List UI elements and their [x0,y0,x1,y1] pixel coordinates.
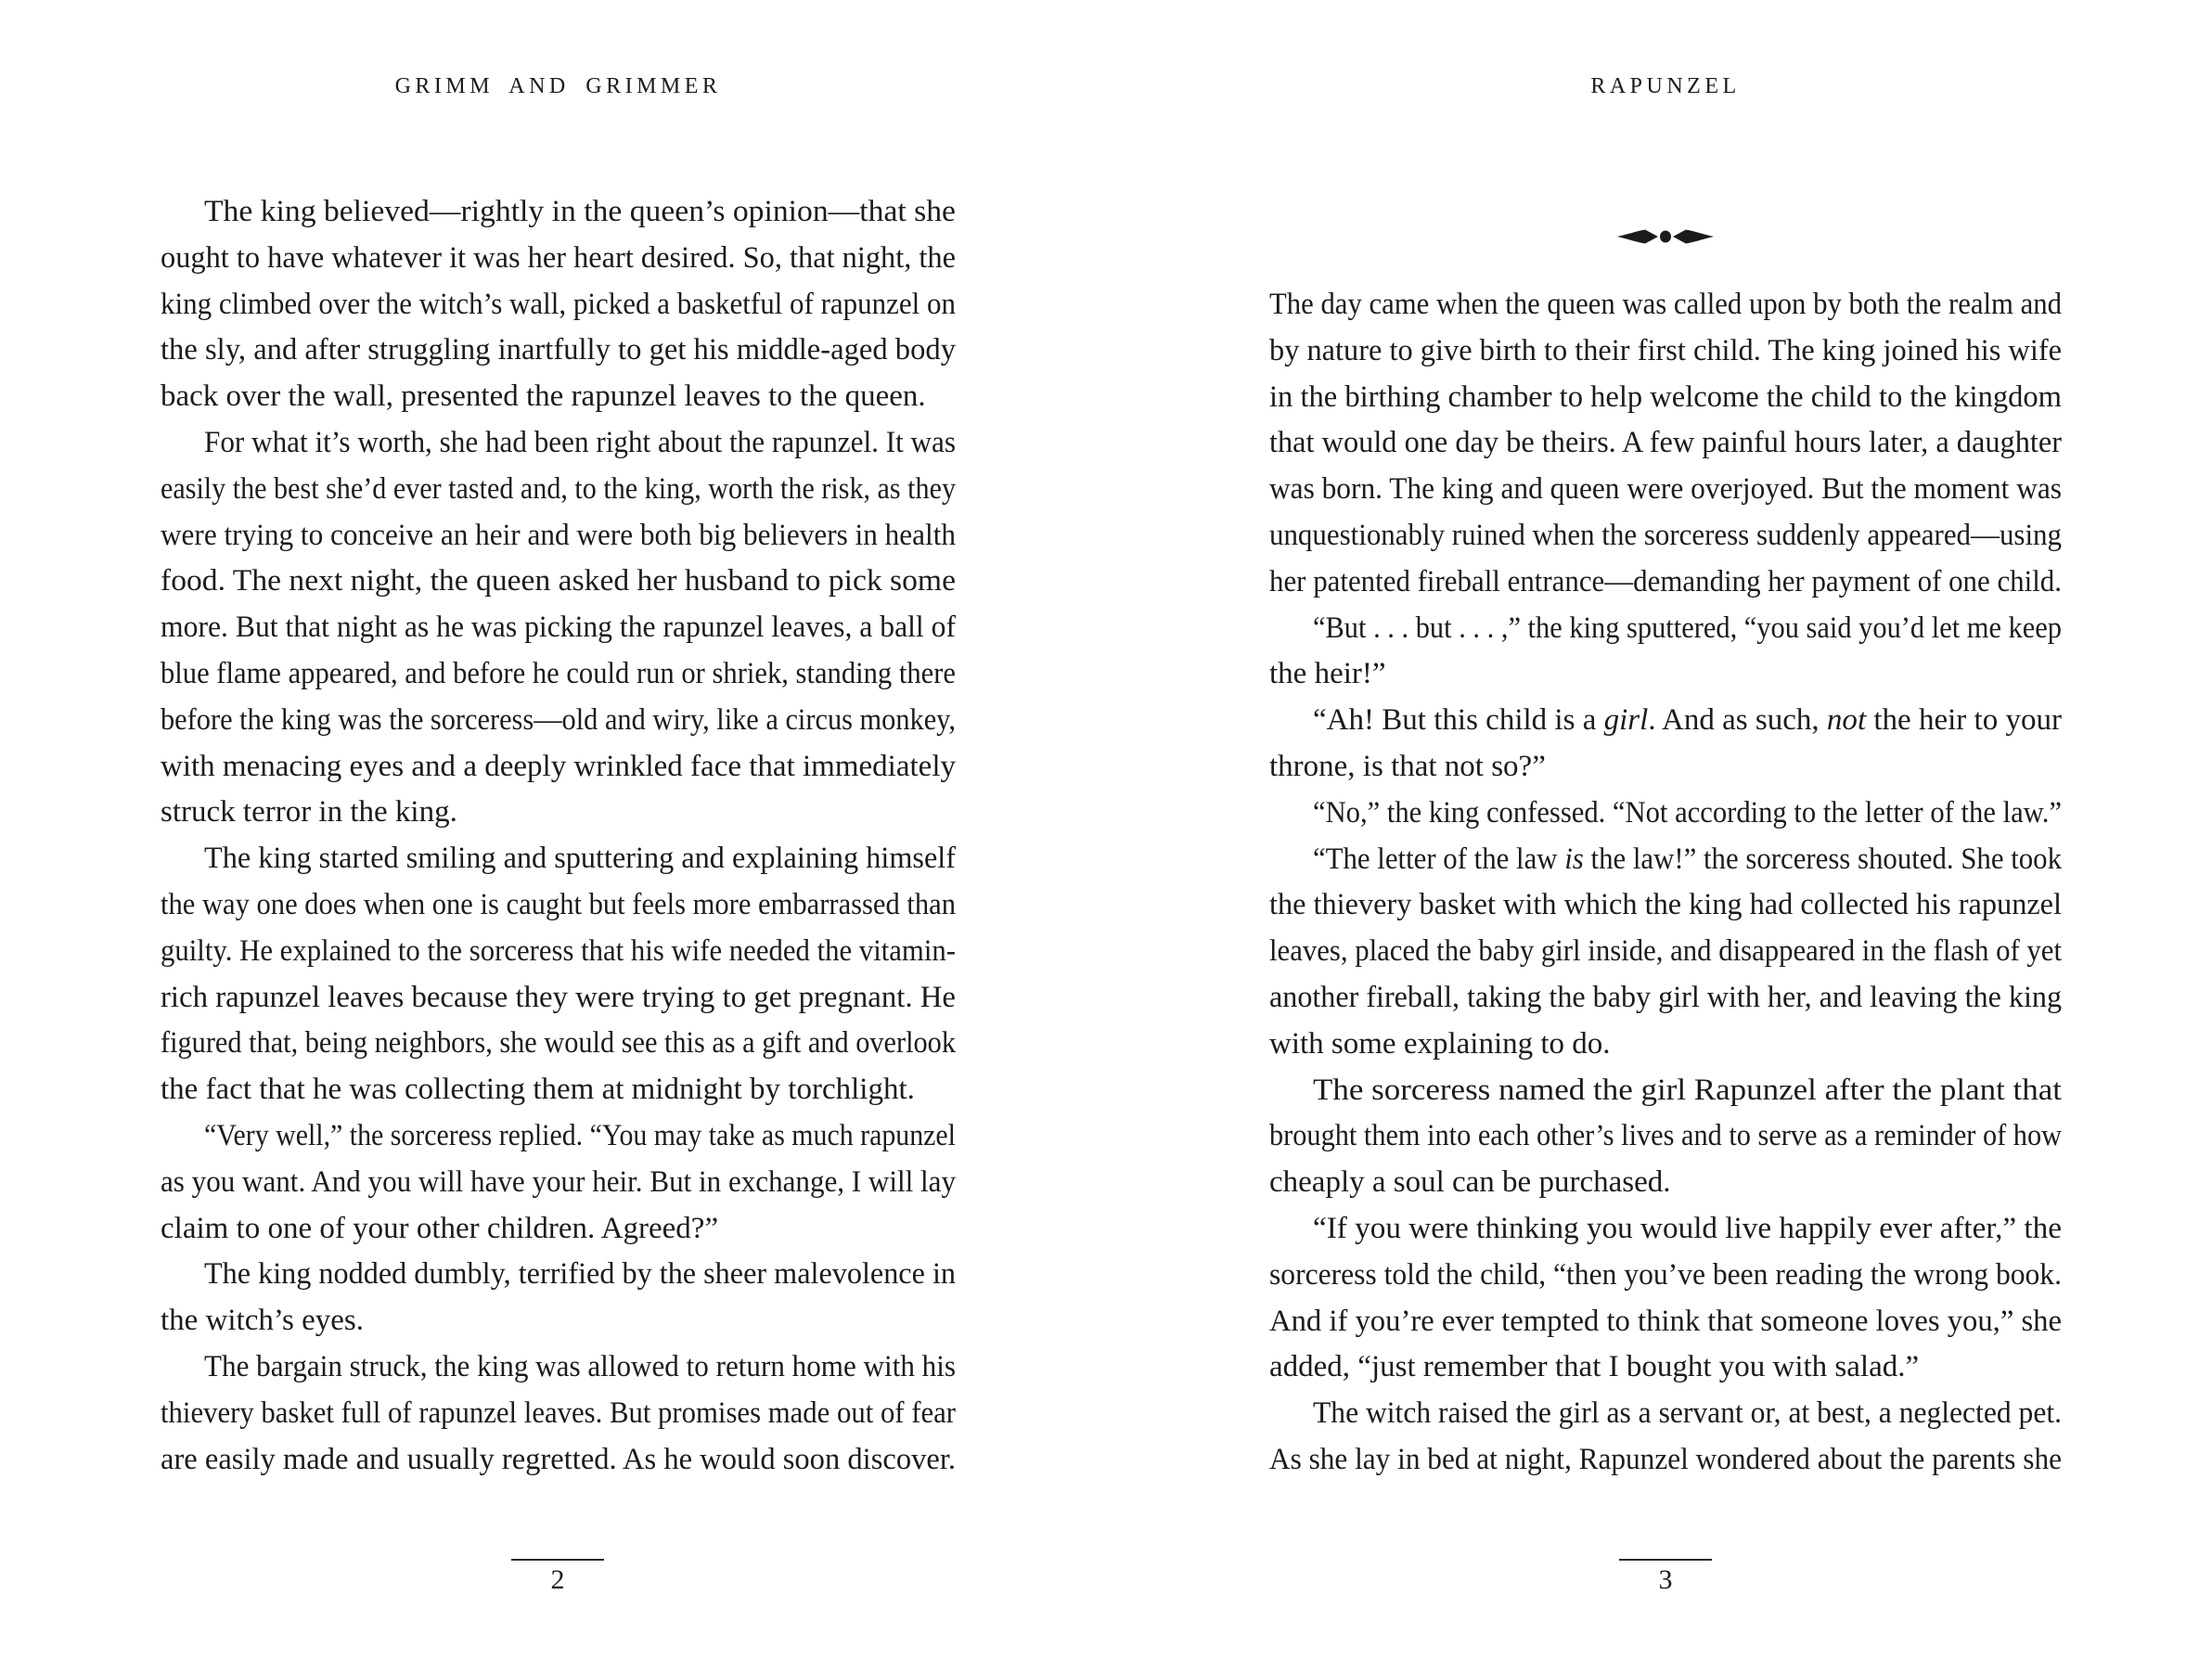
text-line: the thievery basket with which the king had collected his rapunzel [1269,888,2062,922]
text-line: The bargain struck, the king was allowed to return home with his [204,1349,956,1383]
right-page-text-column [1269,282,2062,1484]
text-line: were trying to conceive an heir and were both big believers in health [161,518,956,552]
text-line: figured that, being neighbors, she would see this as a gift and overlook [161,1026,956,1061]
text-line: that would one day be theirs. A few painful hours later, a daughter [1269,426,2062,460]
text-line: The day came when the queen was called upon by both the realm and [1269,288,2062,321]
text-line: The king started smiling and sputtering and explaining himself [204,842,956,876]
running-header-chapter-title: RAPUNZEL [1590,74,1741,98]
text-line: blue flame appeared, and before he could run or shriek, standing there [161,656,956,690]
text-line: “No,” the king confessed. “Not according to the letter of the law.” [1313,795,2062,830]
text-line: the sly, and after struggling inartfully to get his middle-aged body [161,333,956,367]
text-line: “Very well,” the sorceress replied. “You may take as much rapunzel [204,1118,956,1152]
text-line: “The letter of the law is the law!” the sorceress shouted. She took [1313,842,2062,876]
text-line: cheaply a soul can be purchased. [1269,1165,1671,1200]
text-line: before the king was the sorceress—old and wiry, like a circus monkey, [161,702,956,737]
text-line: thievery basket full of rapunzel leaves. But promises made out of fear [161,1395,956,1430]
footer-rule [1619,1559,1712,1561]
text-line: the heir!” [1269,657,1386,691]
text-line: “If you were thinking you would live happily ever after,” the [1313,1211,2062,1245]
section-divider-ornament-icon [1616,226,1715,247]
text-line: claim to one of your other children. Agreed?” [161,1211,719,1245]
text-line: the way one does when one is caught but feels more embarrassed than [161,887,956,921]
text-line: more. But that night as he was picking the rapunzel leaves, a ball of [161,611,956,645]
text-line: unquestionably ruined when the sorceress suddenly appeared—using [1269,518,2062,552]
text-line: And if you’re ever tempted to think that someone loves you,” she [1269,1304,2062,1338]
text-line: “Ah! But this child is a girl. And as such, not the heir to your [1313,703,2062,738]
text-line: As she lay in bed at night, Rapunzel wondered about the parents she [1269,1442,2062,1476]
footer-rule [511,1559,604,1561]
running-header-book-title: GRIMM AND GRIMMER [394,74,722,98]
text-line: leaves, placed the baby girl inside, and disappeared in the flash of yet [1269,934,2062,969]
text-line: the fact that he was collecting them at midnight by torchlight. [161,1073,915,1107]
text-line: ought to have whatever it was her heart desired. So, that night, the [161,240,956,275]
text-line: another fireball, taking the baby girl with her, and leaving the king [1269,980,2062,1014]
text-line: brought them into each other’s lives and to serve as a reminder of how [1269,1119,2062,1153]
text-line: sorceress told the child, “then you’ve been reading the wrong book. [1269,1257,2062,1292]
text-line: For what it’s worth, she had been right about the rapunzel. It was [204,425,956,459]
text-line: back over the wall, presented the rapunzel leaves to the queen. [161,379,926,414]
text-line: The witch raised the girl as a servant or, at best, a neglected pet. [1313,1396,2062,1431]
text-line: as you want. And you will have your heir. But in exchange, I will lay [161,1164,956,1199]
text-line: are easily made and usually regretted. As he would soon discover. [161,1442,956,1476]
text-line: “But . . . but . . . ,” the king sputtered, “you said you’d let me keep [1313,611,2062,645]
text-line: in the birthing chamber to help welcome the child to the kingdom [1269,379,2062,414]
text-line: added, “just remember that I bought you with salad.” [1269,1350,1920,1384]
text-line: the witch’s eyes. [161,1304,365,1338]
text-line: rich rapunzel leaves because they were trying to get pregnant. He [161,980,956,1014]
text-line: by nature to give birth to their first child. The king joined his wife [1269,333,2062,367]
text-line: The king nodded dumbly, terrified by the sheer malevolence in [204,1257,956,1292]
text-line: easily the best she’d ever tasted and, to the king, worth the risk, as they [161,471,956,506]
text-line: king climbed over the witch’s wall, picked a basketful of rapunzel on [161,287,956,321]
left-page-text-column [161,189,956,1483]
text-line: was born. The king and queen were overjoyed. But the moment was [1269,472,2062,507]
text-line: throne, is that not so?” [1269,749,1546,783]
text-line: her patented fireball entrance—demanding her payment of one child. [1269,564,2062,598]
page-number: 2 [550,1564,565,1595]
text-line: struck terror in the king. [161,795,457,830]
text-line: guilty. He explained to the sorceress that his wife needed the vitamin- [161,933,956,968]
text-line: with menacing eyes and a deeply wrinkled face that immediately [161,749,956,783]
text-line: with some explaining to do. [1269,1026,1611,1061]
page-number: 3 [1658,1564,1673,1595]
text-line: The king believed—rightly in the queen’s opinion—that she [204,195,956,228]
text-line: food. The next night, the queen asked her husband to pick some [161,564,956,598]
text-line: The sorceress named the girl Rapunzel after the plant that [1313,1073,2062,1107]
